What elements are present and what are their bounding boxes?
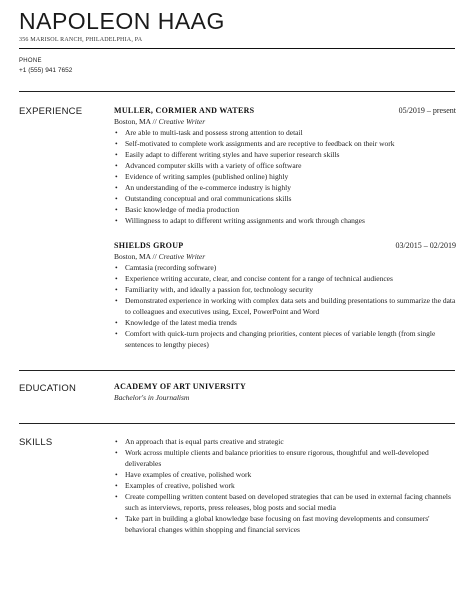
list-item: • Comfort with quick-turn projects and changing priorities, content pieces of variable length (from single sentences to lengthy pieces)	[114, 328, 456, 350]
job-bullets	[114, 262, 456, 350]
list-item: • Camtasia (recording software)	[114, 262, 456, 273]
job-bullets	[114, 127, 456, 226]
list-item: • Have examples of creative, polished work	[114, 469, 456, 480]
header-divider	[19, 48, 455, 49]
list-item: • Knowledge of the latest media trends	[114, 317, 456, 328]
list-item: • Outstanding conceptual and oral communications skills	[114, 193, 456, 204]
candidate-name: NAPOLEON HAAG	[19, 8, 225, 34]
list-item: • Take part in building a global knowledge base focusing on fast moving developments and consumers' behavioral changes within shopping and financial services	[114, 513, 456, 535]
list-item: • Experience writing accurate, clear, and concise content for a range of technical audiences	[114, 273, 456, 284]
job-dates: 03/2015 – 02/2019	[395, 241, 456, 250]
education-heading: EDUCATION	[19, 383, 77, 394]
list-item: • An approach that is equal parts creative and strategic	[114, 436, 456, 447]
list-item: • Evidence of writing samples (published online) highly	[114, 171, 456, 182]
experience-heading: EXPERIENCE	[19, 106, 83, 117]
job-entry	[114, 240, 456, 350]
list-item: • Self-motivated to complete work assignments and are receptive to feedback on their work	[114, 138, 456, 149]
phone-label: PHONE	[19, 58, 42, 64]
list-item: • Advanced computer skills with a variety of office software	[114, 160, 456, 171]
job-location-title	[114, 251, 456, 262]
skills-list	[114, 436, 456, 535]
list-item: • Familiarity with, and ideally a passion for, technology security	[114, 284, 456, 295]
degree: Bachelor's in Journalism	[114, 393, 190, 402]
school-name: ACADEMY OF ART UNIVERSITY	[114, 382, 247, 391]
job-dates: 05/2019 – present	[398, 106, 456, 115]
list-item: • Willingness to adapt to different writing assignments and work through changes	[114, 215, 456, 226]
job-title: Creative Writer	[158, 117, 206, 126]
skills-entry	[114, 436, 456, 535]
job-location: Boston, MA //	[114, 117, 159, 126]
list-item: • An understanding of the e-commerce industry is highly	[114, 182, 456, 193]
list-item: • Examples of creative, polished work	[114, 480, 456, 491]
list-item: • Demonstrated experience in working with complex data sets and building presentations to summarize the data to colleagues and executives using, Excel, PowerPoint and Word	[114, 295, 456, 317]
education-entry	[114, 381, 456, 403]
list-item: • Create compelling written content based on developed strategies that can be used in external facing channels such as interviews, reports, press releases, blog posts and social media	[114, 491, 456, 513]
section-divider	[19, 370, 455, 371]
skills-heading: SKILLS	[19, 437, 53, 448]
company-name: SHIELDS GROUP	[114, 241, 184, 250]
list-item: • Are able to multi-task and possess strong attention to detail	[114, 127, 456, 138]
company-name: MULLER, CORMIER AND WATERS	[114, 106, 255, 115]
job-location: Boston, MA //	[114, 252, 159, 261]
job-title: Creative Writer	[158, 252, 206, 261]
phone-number: +1 (555) 941 7652	[19, 67, 73, 74]
section-divider	[19, 423, 455, 424]
section-divider	[19, 91, 455, 92]
list-item: • Work across multiple clients and balance priorities to ensure rigorous, thoughtful and well-developed deliverables	[114, 447, 456, 469]
list-item: • Basic knowledge of media production	[114, 204, 456, 215]
candidate-address: 356 MARISOL RANCH, PHILADELPHIA, PA	[19, 37, 143, 43]
job-entry	[114, 105, 456, 226]
list-item: • Easily adapt to different writing styles and have superior research skills	[114, 149, 456, 160]
job-location-title	[114, 116, 456, 127]
